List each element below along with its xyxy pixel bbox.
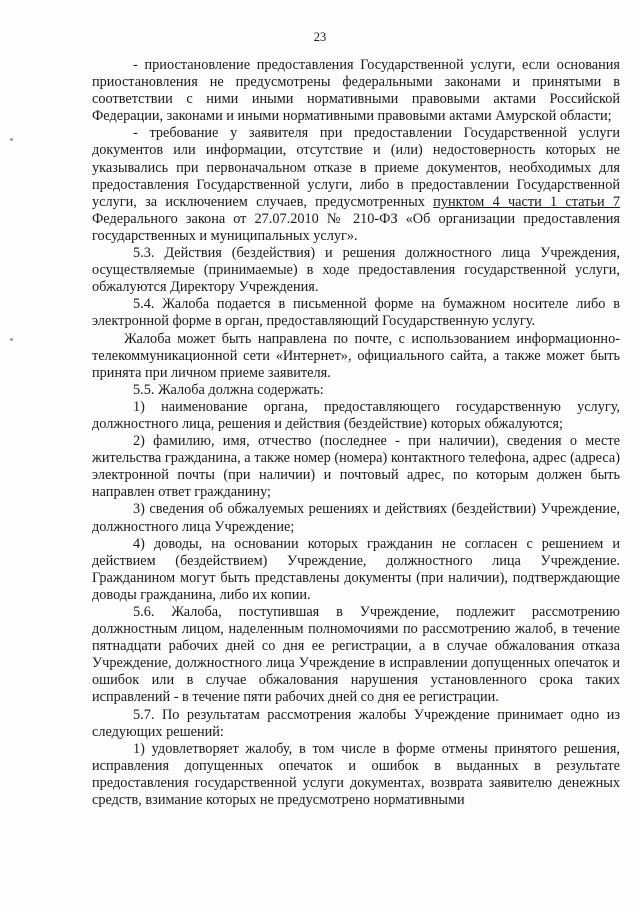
law-article-link[interactable]: пунктом 4 части 1 статьи 7: [433, 193, 621, 210]
margin-speck: [10, 338, 13, 341]
page-number: 23: [313, 30, 327, 44]
paragraph-suspension-grounds: - приостановление предоставления Государственной услуги, если основания приостановления не предусмотрены федеральными законами и принятыми в соответствии с ними иными нормативными правовыми актами Российской Федерации, законами и иными нормативными правовыми актами Амурской области;: [92, 57, 620, 125]
paragraph-text-tail: Федерального закона от 27.07.2010 № 210-ФЗ «Об организации предоставления государственных и муниципальных услуг».: [92, 210, 620, 244]
paragraph-5-3: 5.3. Действия (бездействия) и решения должностного лица Учреждения, осуществляемые (принимаемые) в ходе предоставления государственной услуги, обжалуются Директору Учреждения.: [92, 245, 620, 296]
list-item-3: 3) сведения об обжалуемых решениях и действиях (бездействии) Учреждение, должностного лица Учреждение;: [92, 501, 620, 535]
list-item-1: 1) наименование органа, предоставляющего государственную услугу, должностного лица, решения и действия (бездействие) которых обжалуются;: [92, 398, 620, 432]
margin-speck: [10, 138, 13, 141]
paragraph-document-requirement: [92, 125, 620, 245]
paragraph-complaint-submission: Жалоба может быть направлена по почте, с использованием информационно-телекоммуникационной сети «Интернет», официального сайта, а также может быть принята при личном приеме заявителя.: [92, 330, 620, 381]
paragraph-5-5: 5.5. Жалоба должна содержать:: [133, 381, 324, 398]
paragraph-text: - требование у заявителя при предоставлении Государственной услуги документов или информации, отсутствие и (или) недостоверность которых не указывались при первоначальном отказе в приеме документов, необходимых для предоставления Государственной услуги, либо в предоставлении Государственной услуги, за исключением случаев, предусмотренных: [92, 125, 620, 210]
paragraph-5-6: 5.6. Жалоба, поступившая в Учреждение, подлежит рассмотрению должностным лицом, наделенным полномочиями по рассмотрению жалоб, в течение пятнадцати рабочих дней со дня ее регистрации, а в случае обжалования отказа Учреждение, должностного лица Учреждение в исправлении допущенных опечаток и ошибок или в случае обжалования нарушения установленного срока таких исправлений - в течение пяти рабочих дней со дня ее регистрации.: [92, 604, 620, 706]
decision-item-1: 1) удовлетворяет жалобу, в том числе в форме отмены принятого решения, исправления допущенных опечаток и ошибок в выданных в результате предоставления государственной услуги документах, возврата заявителю денежных средств, взимание которых не предусмотрено нормативными: [92, 740, 620, 809]
paragraph-5-4: 5.4. Жалоба подается в письменной форме на бумажном носителе либо в электронной форме в орган, предоставляющий Государственную услугу.: [92, 296, 620, 330]
list-item-2: 2) фамилию, имя, отчество (последнее - при наличии), сведения о месте жительства гражданина, а также номер (номера) контактного телефона, адрес (адреса) электронной почты (при наличии) и почтовый адрес, по которым должен быть направлен ответ гражданину;: [92, 433, 620, 501]
list-item-4: 4) доводы, на основании которых гражданин не согласен с решением и действием (бездействием) Учреждение, должностного лица Учреждение. Гражданином могут быть представлены документы (при наличии), подтверждающие доводы гражданина, либо их копии.: [92, 535, 620, 603]
document-body: [92, 57, 620, 809]
paragraph-5-7: 5.7. По результатам рассмотрения жалобы Учреждение принимает одно из следующих решений:: [92, 706, 620, 740]
